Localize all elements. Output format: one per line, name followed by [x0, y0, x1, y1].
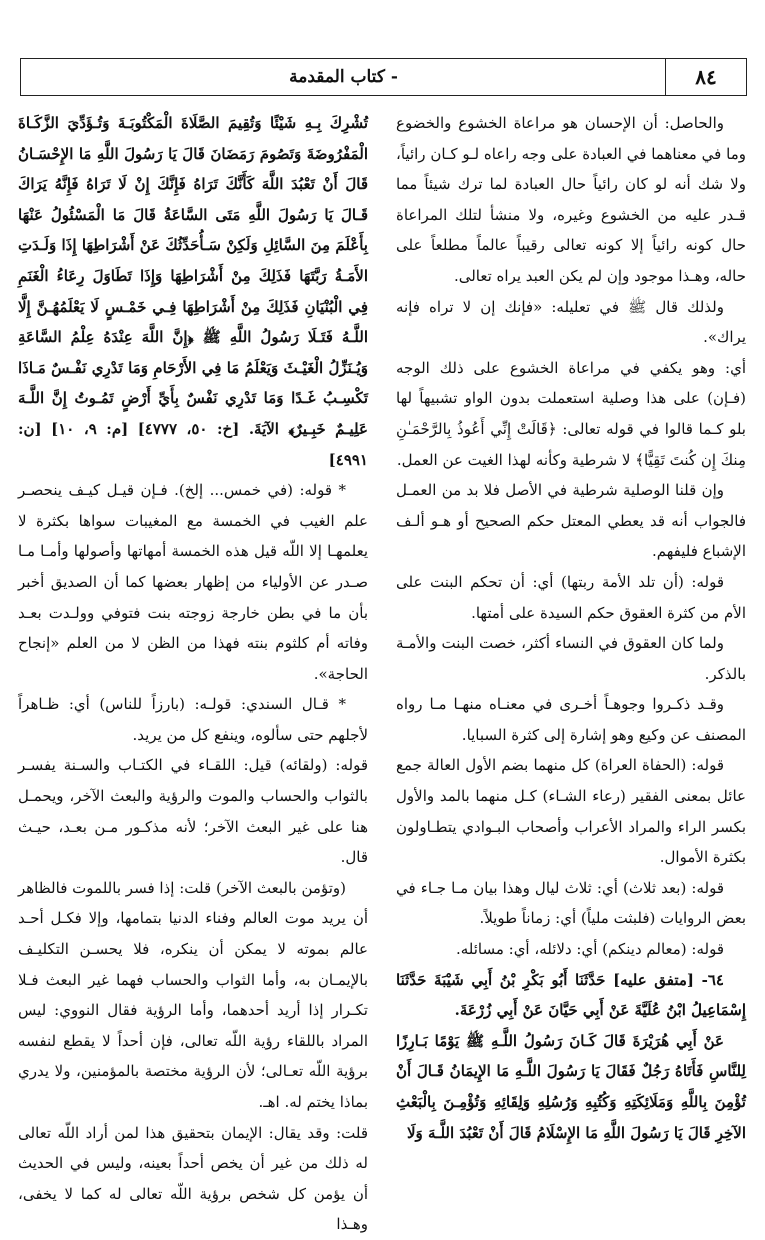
hadith-isnad: ٦٤- [متفق عليه] حَدَّثَنَا أَبُو بَكْرِ بْنُ أَبِي شَيْبَةَ حَدَّثَنَا إِسْمَاعِيلُ ابْنُ عُلَيَّةَ عَنْ أَبِي حَيَّانَ عَنْ أَبِي زُرْعَةَ. — [396, 970, 746, 1020]
paragraph: * قـال السندي: قولـه: (بارزاً للناس) أي: ظـاهراً لأجلهم حتى سألوه، وينفع كل من يريد. — [18, 695, 368, 744]
page-header — [20, 58, 747, 96]
right-column — [396, 108, 746, 1142]
paragraph: قوله: (بعد ثلاث) أي: ثلاث ليال وهذا بيان مـا جـاء في بعض الروايات (فلبثت ملياً) أي: زماناً طويلاً. — [396, 878, 746, 928]
hadith-matn: عَنْ أَبِي هُرَيْرَةَ قَالَ كَـانَ رَسُولُ اللَّـهِ ﷺ يَوْمًا بَـارِزًا لِلنَّاسِ فَأَتَاهُ رَجُلٌ فَقَالَ يَا رَسُولَ اللَّـهِ مَا الإِيمَانُ قَـالَ أَنْ تُؤْمِنَ بِاللَّهِ وَمَلَائِكَتِهِ وَكُتُبِهِ وَرُسُلِهِ وَلِقَائِهِ وَتُؤْمِـنَ بِالْبَعْثِ الآخِرِ قَالَ يَا رَسُولَ اللَّهِ مَا الإِسْلَامُ قَالَ أَنْ تَعْبُدَ اللَّـهَ وَلَا — [396, 1031, 746, 1142]
hadith-matn-continued: تُشْرِكَ بِـهِ شَيْئًا وَتُقِيمَ الصَّلَاةَ الْمَكْتُوبَـةَ وَتُـؤَدِّيَ الزَّكَـاةَ الْمَفْرُوضَةَ وَتَصُومَ رَمَضَانَ قَالَ يَا رَسُولَ اللَّهِ مَا الإِحْسَـانُ قَالَ أَنْ تَعْبُدَ اللَّهَ كَأَنَّكَ تَرَاهُ فَإِنَّكَ إِنْ لَا تَرَاهُ فَإِنَّهُ يَرَاكَ قَـالَ يَا رَسُولَ اللَّهِ مَتَى السَّاعَةُ قَالَ مَا الْمَسْئُولُ عَنْهَا بِأَعْلَمَ مِنَ السَّائِلِ وَلَكِنْ سَـأُحَدِّثُكَ عَنْ أَشْرَاطِهَا إِذَا وَلَـدَتِ الأَمَـةُ رَبَّتَهَا فَذَلِكَ مِنْ أَشْرَاطِهَا وَإِذَا تَطَاوَلَ رِعَاءُ الْغَنَمِ فِي الْبُنْيَانِ فَذَلِكَ مِنْ أَشْرَاطِهَا فِـي خَمْـسٍ لَا يَعْلَمُهُـنَّ إِلَّا اللَّـهُ فَتَـلَا رَسُولُ اللَّهِ ﷺ ﴿إِنَّ اللَّهَ عِنْدَهُ عِلْمُ السَّاعَةِ وَيُـنَزِّلُ الْغَيْـثَ وَيَعْلَمُ مَا فِي الأَرْحَامِ وَمَا تَدْرِي نَفْـسٌ مَـاذَا تَكْسِـبُ غَـدًا وَمَا تَدْرِي نَفْسٌ بِأَيِّ أَرْضٍ تَمُـوتُ إِنَّ اللَّـهَ عَلِيـمٌ خَبِـيرٌ﴾ الآيَةَ. [خ: ٥٠، ٤٧٧٧] [م: ٩، ١٠] [ن: ٤٩٩١] — [18, 114, 368, 469]
paragraph: قوله: (أن تلد الأمة ربتها) أي: أن تحكم البنت على الأم من كثرة العقوق حكم السيدة على أمتها. — [396, 572, 746, 622]
paragraph: قوله: (معالم دينكم) أي: دلائله، أي: مسائله. — [455, 940, 724, 959]
paragraph: قوله: (ولقائه) قيل: اللقـاء في الكتـاب والسـنة يفسـر بالثواب والحساب والموت والرؤية والبعث الآخر، ويحمـل هنا على غير البعث الآخر؛ لأنه مذكـور مـن بعـد، حيـث قال. — [18, 756, 368, 867]
paragraph: ولذلك قال ﷺ في تعليله: «فإنك إن لا تراه فإنه يراك». — [396, 297, 746, 347]
paragraph: قلت: وقد يقال: الإيمان بتحقيق هذا لمن أراد اللّه تعالى له ذلك من غير أن يخص أحداً بعينه، وليس في الحديث أن يؤمن كل شخص برؤية اللّه تعالى له كما لا يخفى، وهـذا — [18, 1123, 368, 1234]
page-number: ٨٤ — [695, 65, 717, 89]
chapter-title: - كتاب المقدمة — [289, 67, 398, 87]
paragraph: وإن قلنا الوصلية شرطية في الأصل فلا بد من العمـل فالجواب أنه قد يعطي المعتل حكم الصحيح أو هـو ألـف الإشباع فليفهم. — [396, 481, 746, 561]
paragraph: (وتؤمن بالبعث الآخر) قلت: إذا فسر باللموت فالظاهر أن يريد موت العالم وفناء الدنيا بتمامها، وإلا فكـل أحـد عالم بموته لا يمكن أن ينكره، فلا يحسـن التكليـف بالإيمـان به، وأما الثواب والحساب فهما غير البعث فـلا تكـرار إذا أريد أحدهما، وأما الرؤية فقال النووي: ليس المراد باللقاء رؤية اللّه تعالى، فإن أحداً لا يقطع لنفسه برؤية اللّه تعـالى؛ لأن الرؤية مختصة بالمؤمنين، ولا يدري بماذا يختم له. اهـ. — [18, 878, 368, 1111]
paragraph: والحاصل: أن الإحسان هو مراعاة الخشوع والخضوع وما في معناهما في العبادة على وجه راعاه لـو كـان رائياً، ولا شك أنه لو كان رائياً حال العبادة لما ترك شيئاً مما قـدر عليه من الخشوع وغيره، ولا منشأ لتلك المراعاة حال كونه رائياً إلا كونه تعالى رقيباً عالماً مطلعاً على حاله، وهـذا موجود وإن لم يكن العبد يراه تعالى. — [396, 114, 746, 285]
paragraph: وقـد ذكـروا وجوهـاً أخـرى في معنـاه منهـا مـا رواه المصنف عن وكيع وهو إشارة إلى كثرة السبايا. — [396, 695, 746, 744]
paragraph: ولما كان العقوق في النساء أكثر، خصت البنت والأمـة بالذكر. — [396, 634, 746, 683]
paragraph: * قوله: (في خمس... إلخ). فـإن قيـل كيـف ينحصـر علم الغيب في الخمسة مع المغيبات سواها بكثرة لا يعلمهـا إلا اللّه قيل هذه الخمسة أمهاتها وأصولها وأمـا مـا صـدر عن الأولياء من إظهار بعضها كما أن الصديق أخبر بأن ما في بطن خارجة زوجته بنت فتوفي وولـدت بعـد وفاته أم كلثوم بنته فهذا من الظن لا من العلم «إنجاح الحاجة». — [18, 481, 368, 683]
paragraph: قوله: (الحفاة العراة) كل منهما بضم الأول العالة جمع عائل بمعنى الفقير (رعاء الشـاء) كـل منهما بالمد والأول بكسر الراء والمراد الأعراب وأصحاب البـوادي يتطـاولون بكثرة الأموال. — [396, 756, 746, 867]
left-column — [18, 108, 368, 1234]
paragraph: أي: وهو يكفي في مراعاة الخشوع على ذلك الوجه (فـإن) على هذا وصلية استعملت بدون الواو تشبيهاً لها بلو كـما قالوا في قوله تعالى: ﴿قَالَتْ إِنِّي أَعُوذُ بِالرَّحْمَـٰنِ مِنكَ إِن كُنتَ تَقِيًّا﴾ لا شرطية وكأنه لهذا الغيت عن العمل. — [396, 358, 746, 469]
